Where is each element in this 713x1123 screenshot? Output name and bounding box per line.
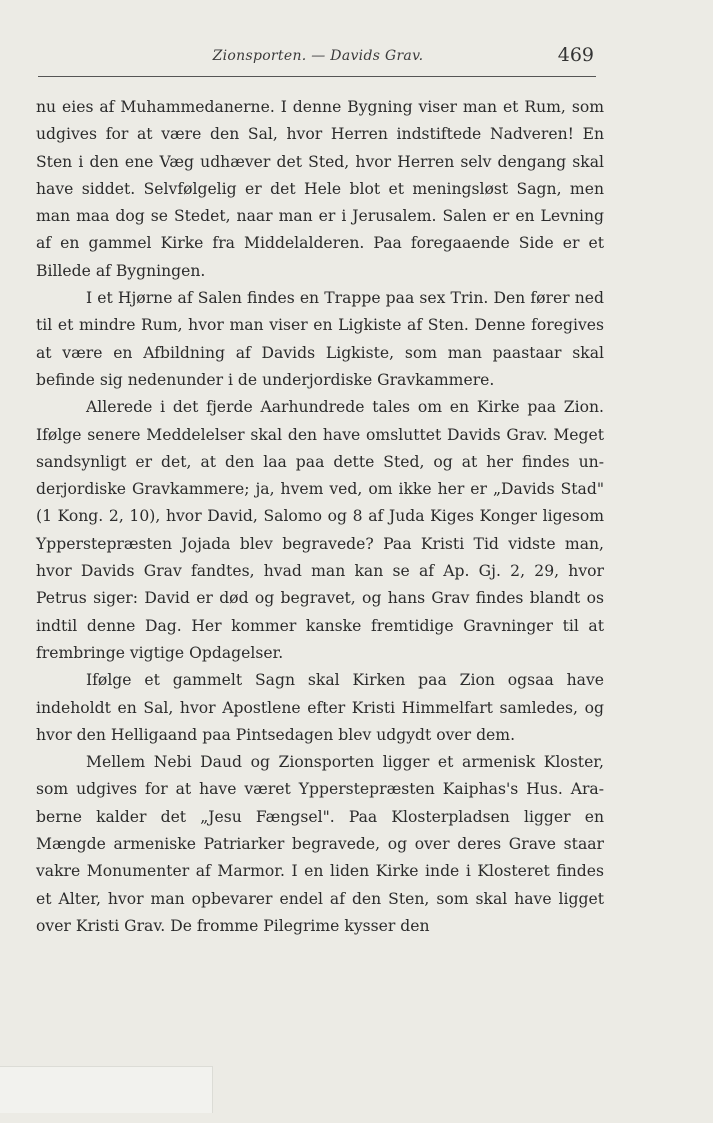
header-rule: [38, 76, 596, 77]
paragraph: Mellem Nebi Daud og Zionsporten ligger et armenisk Kloster, som udgives for at have været Ypperstepræsten Kaiphas's Hus. Araberne kalder det „Jesu Fængsel". Paa Klosterpladsen ligger en Mængde armeniske Patriarker begravede, og over deres Grave staar vakre Monumenter af Marmor. I en liden Kirke inde i Klosteret findes et Alter, hvor man opbevarer endel af den Sten, som skal have ligget over Kristi Grav. De fromme Pilegrime kysser den: [36, 753, 604, 935]
paragraph: Ifølge et gammelt Sagn skal Kirken paa Zion ogsaa have indeholdt en Sal, hvor Apostlene efter Kristi Himmelfart samledes, og hvor den Helligaand paa Pintsedagen blev udgydt over dem.: [36, 671, 604, 744]
page-number: 469: [557, 44, 594, 66]
paper-slip: [0, 1066, 213, 1113]
paragraph: nu eies af Muhammedanerne. I denne Bygning viser man et Rum, som udgives for at være den Sal, hvor Herren indstiftede Nadveren! En Sten i den ene Væg udhæver det Sted, hvor Herren selv dengang skal have siddet. Selvfølgelig er det Hele blot et meningsløst Sagn, men man maa dog se Stedet, naar man er i Jerusalem. Salen er en Levning af en gammel Kirke fra Middelalderen. Paa foregaaende Side er et Billede af Bygningen.: [36, 98, 604, 280]
paragraph: Allerede i det fjerde Aarhundrede tales om en Kirke paa Zion. Ifølge senere Meddelelser skal den have omsluttet Davids Grav. Meget sandsynligt er det, at den laa paa dette Sted, og at her findes underjordiske Gravkammere; ja, hvem ved, om ikke her er „Davids Stad" (1 Kong. 2, 10), hvor David, Salomo og 8 af Juda Kiges Konger ligesom Ypperstepræsten Jojada blev begravede? Paa Kristi Tid vidste man, hvor Davids Grav fandtes, hvad man kan se af Ap. Gj. 2, 29, hvor Petrus siger: David er død og begravet, og hans Grav findes blandt os indtil denne Dag. Her kommer kanske fremtidige Gravninger til at frembringe vigtige Opdagelser.: [36, 398, 604, 662]
running-title: Zionsporten. — Davids Grav.: [212, 48, 424, 64]
body-text: [36, 94, 604, 940]
paragraph: I et Hjørne af Salen findes en Trappe paa sex Trin. Den fører ned til et mindre Rum, hvor man viser en Ligkiste af Sten. Denne foregives at være en Afbildning af Davids Ligkiste, som man paastaar skal befinde sig nedenunder i de underjordiske Gravkammere.: [36, 289, 604, 389]
page-header: [38, 44, 598, 74]
